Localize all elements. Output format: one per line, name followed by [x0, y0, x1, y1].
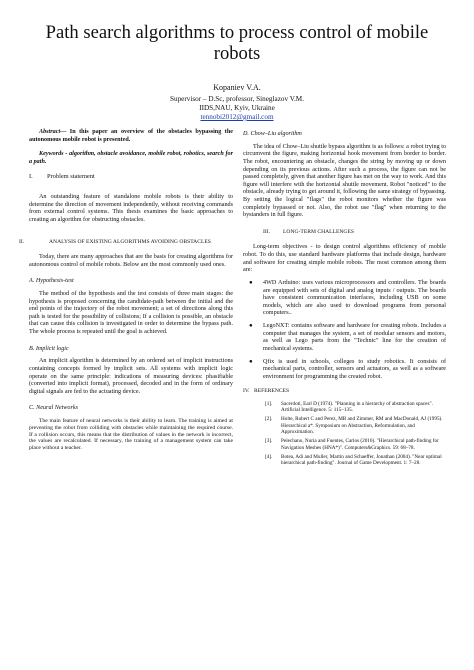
section-heading-4	[243, 388, 446, 395]
section-number-3: III.	[263, 228, 270, 235]
section-title-3: LONG-TERM CHALLENGES	[283, 228, 355, 235]
section-number-1: I.	[29, 172, 33, 180]
reference-item	[265, 438, 446, 451]
list-item	[243, 359, 446, 382]
right-column	[243, 131, 446, 470]
section-2-intro: Today, there are many approaches that are the basis for creating algorithms for autonomous control of mobile robots. Below are the most commonly used ones.	[29, 254, 233, 268]
intro-paragraph: An outstanding feature of standalone mobile robots is their ability to determine the direction of movement independently, without receiving commands from external control systems. This thesis examines the basic approaches to creating an algorithm for obstructing obstacles.	[29, 194, 233, 223]
section-heading-2	[19, 238, 233, 246]
list-item	[243, 280, 446, 318]
paper-title: Path search algorithms to process control of mobile robots	[45, 22, 429, 64]
reference-number: [3].	[265, 438, 273, 445]
reference-item	[265, 416, 446, 435]
reference-number: [4].	[265, 453, 273, 460]
keywords-text: - algorithm, obstacle avoidance, mobile robot, robotics, search for a path.	[29, 151, 233, 165]
reference-text: Pelechano, Nuria and Fuentes, Carlos (2016). "Hierarchical path-finding for Navigation Meshes (HNA*)". Computers&Graphics. 59: 68–78.	[281, 438, 439, 451]
subsection-b-title: B. Implicit logic	[29, 345, 69, 352]
author-affiliation: IIDS,NAU, Kyiv, Ukraine	[199, 104, 275, 112]
author-supervisor: Supervisor – D.Sc, professor, Sineglazov V.M.	[169, 95, 304, 103]
subsection-c-title: C. Neural Networks	[29, 405, 78, 412]
subsection-b-text: An implicit algorithm is determined by an ordered set of implicit instructions containing concepts formed by implicit sets. All systems with implicit logic operate on the same principle: indications of measuring devices: phasifiable (converted into implicit format), processed, decoded and in the form of ordinary digital signals are fed to the actuating device.	[29, 358, 233, 395]
section-number-4: IV.	[243, 388, 250, 395]
reference-number: [2].	[265, 416, 273, 423]
section-heading-3	[243, 229, 446, 236]
reference-list	[243, 401, 446, 467]
reference-text: Botea, Adi and Muller, Martin and Schaeffer, Jonathan (2004). "Near optimal hierarchical path-finding". Journal of Game Development. 1: 7–28.	[281, 453, 442, 467]
author-email-link[interactable]: tennobi2012@gmail.com	[200, 113, 274, 121]
left-column	[19, 129, 233, 454]
subsection-c-text: The main feature of neural networks is their ability to learn. The training is aimed at preventing the robot from colliding with obstacles while maintaining the required course. If a collision occurs, this means that the distribution of values in the network is incorrect, the values are recalculated. If necessary, the training of a management system can take place without a teacher.	[29, 418, 233, 452]
bullet-text: Qfix is used in schools, colleges to study robotics. It consists of mechanical parts, controller, sensors and actuators, as well as a software environment for programming the created robot.	[263, 358, 446, 380]
bullet-icon: ●	[249, 323, 253, 329]
keywords	[29, 151, 233, 166]
section-title-2: ANALYSIS OF EXISTING ALGORITHMS AVOIDING OBSTACLES	[49, 238, 211, 245]
bullet-text: LegoNXT: contains software and hardware for creating robots. Includes a computer that manages the system, a set of modular sensors and motors, as well as Lego parts from the "Technic" line for the creation of mechanical systems.	[263, 323, 446, 352]
subsection-d-title: D. Chow–Liu algorithm	[243, 131, 302, 137]
bullet-icon: ●	[249, 358, 253, 365]
section-3-intro: Long-term objectives - to design control algorithms efficiency of mobile robot. To do this, use standard hardware platforms that include design, hardware and software for creating simple mobile robots. The most common among them are:	[243, 244, 446, 274]
author-name: Kopaniev V.A.	[213, 83, 261, 92]
reference-item	[265, 454, 446, 467]
subsection-a-title: A. Hypothesis-test	[29, 278, 74, 285]
keywords-label: Keywords	[39, 151, 64, 158]
section-number-2: II.	[19, 238, 25, 245]
subsection-a-text: The method of the hypothesis and the test consists of three main stages: the hypothesis is proposed concerning the candidate-path between the initial and the end points of the trajectory of the robot movement; a set of directions along this path is tested for the possibility of collisions; If a collision is possible, an obstacle that can cause this collision is investigated in order to determine the bypass path. The whole process is repeated until the goal is achieved.	[29, 290, 233, 335]
section-heading-1	[29, 174, 233, 181]
reference-text: Holte, Robert C and Perez, MB and Zimmer, RM and MacDonald, AJ (1995). Hierarchical a*. Symposium on Abstraction, Reformulation, and Approximation.	[281, 416, 443, 436]
bullet-text: 4WD Arduino: uses various microprocessors and controllers. The boards are equipped with sets of digital and analog inputs / outputs. The boards have consistent communication interfaces, including USB on some models, which are also used to download programs from personal computers..	[263, 279, 446, 317]
bullet-icon: ●	[249, 279, 253, 286]
abstract	[29, 129, 233, 144]
list-item	[243, 323, 446, 354]
abstract-label: Abstract—	[39, 129, 67, 135]
reference-item	[265, 401, 446, 414]
section-title-4: REFERENCES	[254, 388, 290, 395]
reference-text: Sacerdoti, Earl D (1974). "Planning in a hierarchy of abstraction spaces". Artificial Intelligence. 5: 115–135.	[281, 400, 433, 414]
subsection-d-text: The idea of Chow–Liu shuttle bypass algorithm is as follows: a robot trying to circumvent the figure, making horizontal hook movement from border to border. The robot, encountering an obstacle, changes the string by moving up or down depending on its previous actions. After such a process, the figure can not be passed completely, given that another figure has met on the way to work. And this figure will interfere with the horizontal shuttle movement. Robot "noticed" to the obstacle, already trying to get around it, following the same strategy of bypassing. By setting the logical "flags" the robot monitors whether the figure was completely bypassed or not. Also, the robot use "flag" when returning to the bystanders in full figure.	[243, 143, 446, 219]
section-title-1: Problem statement	[47, 172, 95, 180]
reference-number: [1].	[265, 400, 273, 407]
abstract-text: In this paper an overview of the obstacles bypassing the autonomous mobile robot is presented.	[29, 129, 233, 143]
